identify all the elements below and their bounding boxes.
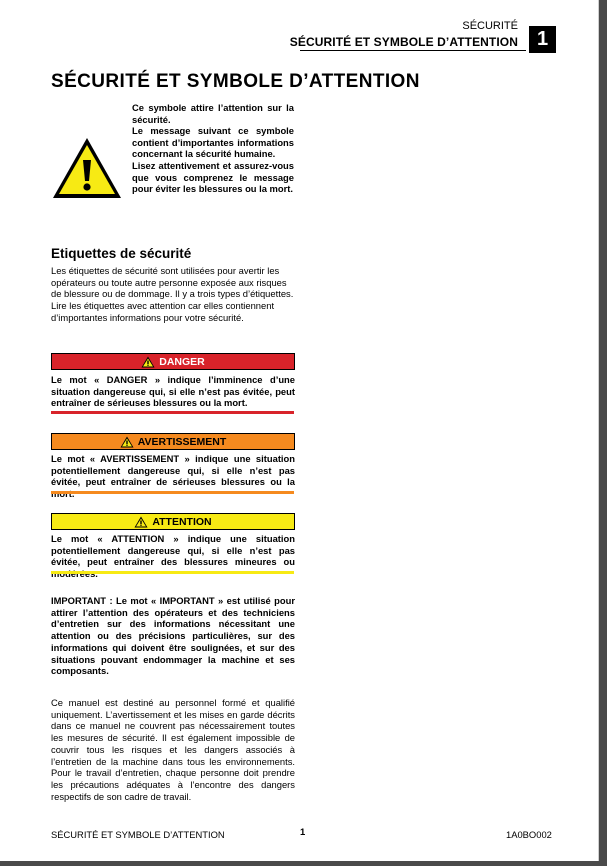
section-heading: Etiquettes de sécurité [51,246,192,261]
attention-description: Le mot « ATTENTION » indique une situation potentiellement dangereuse qui, si elle n’est pas évitée, peut entraîner des blessures mineures ou [51,533,295,568]
labels-paragraph-2: Lire les étiquettes avec attention car elles contiennent d’importantes informations pour votre sécurité. [51,300,275,323]
warning-description: Le mot « AVERTISSEMENT » indique une situation potentiellement dangereuse qui, si elle n’est pas évitée, peut entraîner de sérieuses blessures ou la [51,453,295,488]
page-title: SÉCURITÉ ET SYMBOLE D’ATTENTION [51,71,420,92]
labels-paragraph-1: Les étiquettes de sécurité sont utilisées pour avertir les opérateurs ou toute autre personne exposée aux risques de blessure ou de dommage. Il y a trois types d’étiquettes. [51,265,294,300]
intro-paragraph-1: Ce symbole attire l’attention sur la sécurité. [132,102,294,125]
danger-label: DANGER [159,355,205,368]
intro-paragraph-3: Lisez attentivement et assurez-vous que vous comprenez le message pour éviter les blessures ou la mort. [132,159,294,195]
attention-underline [51,571,294,574]
page-number: 1 [300,826,306,837]
warning-banner [51,433,295,450]
danger-banner [51,353,295,370]
attention-warning-icon [134,516,148,528]
warning-underline [51,491,294,494]
header-title: SÉCURITÉ ET SYMBOLE D’ATTENTION [289,35,518,49]
header-section-label: SÉCURITÉ [462,20,518,32]
footer-title: SÉCURITÉ ET SYMBOLE D’ATTENTION [51,829,225,840]
header-rule [300,50,526,51]
attention-banner [51,513,295,530]
danger-warning-icon [141,356,155,368]
intro-paragraph-2: Le message suivant ce symbole contient d’importantes informations concernant la sécurité humaine. [132,125,294,160]
attention-label: ATTENTION [152,515,212,528]
danger-description: Le mot « DANGER » indique l’imminence d’une situation dangereuse qui, si elle n’est pas évitée, peut entraîner de sérieuses blessures ou la mort. [51,374,295,409]
avertissement-warning-icon [120,436,134,448]
manual-note: Ce manuel est destiné au personnel formé et qualifié uniquement. L’avertissement et les mises en garde décrits dans ce manuel ne couvrent pas nécessairement toutes les mesures de sécurité. Il est également impossible de couvrir tous les risques et les dangers associés à l’entretien de la machine dans tous les environnements. Pour le travail d’entretien, chaque personne doit prendre les précautions adéquates à l’encontre des dangers respectifs de son cadre de travail. [51,697,295,802]
warning-triangle-icon [51,136,123,200]
important-note: IMPORTANT : Le mot « IMPORTANT » est utilisé pour attirer l’attention des opérateurs et des techniciens d’entretien sur des informations nécessitant une attention ou des précisions particulières, sur des informations qui doivent être soulignées, et sur des situations pouvant endommager la machine et ses composants. [51,595,295,677]
chapter-number-badge: 1 [529,26,556,53]
labels-description [51,265,295,324]
document-code: 1A0BO002 [506,829,552,840]
warning-label: AVERTISSEMENT [137,435,227,448]
intro-text [132,102,294,195]
danger-underline [51,411,294,414]
